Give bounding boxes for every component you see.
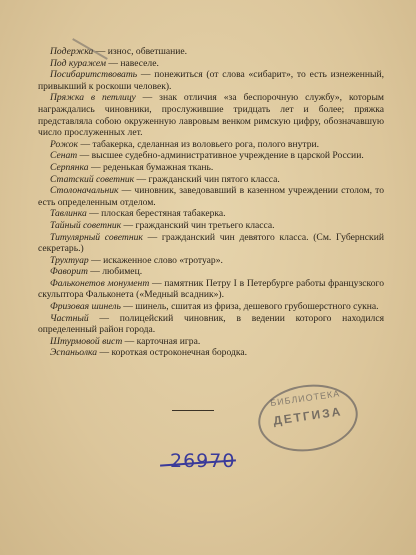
glossary-definition: — гражданский чин девятого класса. (См. Губернский секретарь.) [38, 231, 384, 255]
glossary-term: Столоначальник [50, 185, 119, 197]
glossary-entry [38, 58, 384, 70]
glossary-entry [38, 150, 384, 162]
glossary-entry [38, 313, 384, 336]
glossary [38, 46, 384, 359]
glossary-entry [38, 336, 384, 348]
glossary-entry [38, 162, 384, 174]
library-stamp [254, 378, 362, 457]
glossary-term: Серпянка [50, 161, 89, 173]
glossary-entry [38, 266, 384, 278]
glossary-term: Статский советник [50, 173, 135, 185]
glossary-definition: — чиновник, заведовавший в казенном учреждении столом, то есть определенным отделом. [38, 185, 384, 208]
glossary-definition: — памятник Петру I в Петербурге работы французского скульптора Фальконета («Медный всадник»). [38, 277, 384, 301]
glossary-definition: — искаженное слово «тротуар». [88, 254, 223, 266]
glossary-term: Под куражем [50, 57, 107, 69]
glossary-entry [38, 208, 384, 220]
glossary-term: Титулярный советник [50, 231, 143, 243]
glossary-definition: — карточная игра. [122, 335, 201, 347]
glossary-entry [38, 139, 384, 151]
glossary-term: Штурмовой вист [50, 335, 123, 347]
glossary-definition: — навеселе. [106, 57, 159, 69]
glossary-definition: — износ, обветшание. [93, 46, 188, 57]
glossary-entry [38, 301, 384, 313]
glossary-entry [38, 347, 384, 359]
glossary-entry [38, 92, 384, 138]
glossary-entry [38, 174, 384, 186]
glossary-term: Тайный советник [50, 219, 122, 231]
glossary-term: Частный [50, 312, 89, 324]
glossary-definition: — любимец. [87, 266, 143, 278]
glossary-entry [38, 69, 384, 92]
inventory-number: 26970 [170, 450, 236, 472]
section-divider [172, 410, 214, 411]
glossary-definition: — знак отличия «за беспорочную службу», которым награждались чиновники, прослужившие тридцать лет и более; пряжка представляла собою окруженную лавровым венком римскую цифру, обозначавшую число прослуженных лет. [38, 92, 384, 139]
glossary-term: Тавлинка [50, 208, 87, 220]
glossary-entry [38, 232, 384, 255]
glossary-definition: — реденькая бумажная ткань. [88, 161, 214, 173]
glossary-definition: — шинель, сшитая из фриза, дешевого грубошерстного сукна. [120, 301, 379, 313]
glossary-definition: — полицейский чиновник, в ведении которого находился определенный район города. [38, 312, 384, 336]
glossary-definition: — гражданский чин третьего класса. [121, 219, 275, 231]
glossary-entry [38, 185, 384, 208]
glossary-term: Сенат [50, 150, 78, 162]
stamp-top-text: БИБЛИОТЕКА [269, 388, 341, 409]
glossary-term: Подержка [50, 46, 94, 57]
glossary-term: Пряжка в петлицу [50, 92, 136, 104]
glossary-term: Фальконетов монумент [50, 277, 150, 289]
stamp-main-text: ДЕТГИЗА [272, 404, 344, 428]
glossary-definition: — плоская берестяная табакерка. [86, 208, 226, 220]
glossary-term: Рожок [50, 138, 79, 150]
glossary-entry [38, 220, 384, 232]
glossary-definition: — табакерка, сделанная из воловьего рога, полого внутри. [78, 138, 320, 150]
glossary-definition: — гражданский чин пятого класса. [134, 173, 280, 185]
glossary-entry [38, 255, 384, 267]
glossary-term: Трухтуар [50, 254, 89, 266]
glossary-term: Эспаньолка [50, 347, 98, 359]
glossary-term: Фаворит [50, 266, 88, 278]
glossary-term: Посибаритствовать [50, 69, 138, 81]
glossary-entry [38, 278, 384, 301]
glossary-definition: — высшее судебно-административное учреждение в царской России. [77, 150, 364, 162]
glossary-term: Фризовая шинель [50, 301, 121, 313]
glossary-definition: — понежиться (от слова «сибарит», то есть изнеженный, привыкший к роскоши человек). [38, 69, 384, 92]
glossary-definition: — короткая остроконечная бородка. [97, 347, 248, 359]
